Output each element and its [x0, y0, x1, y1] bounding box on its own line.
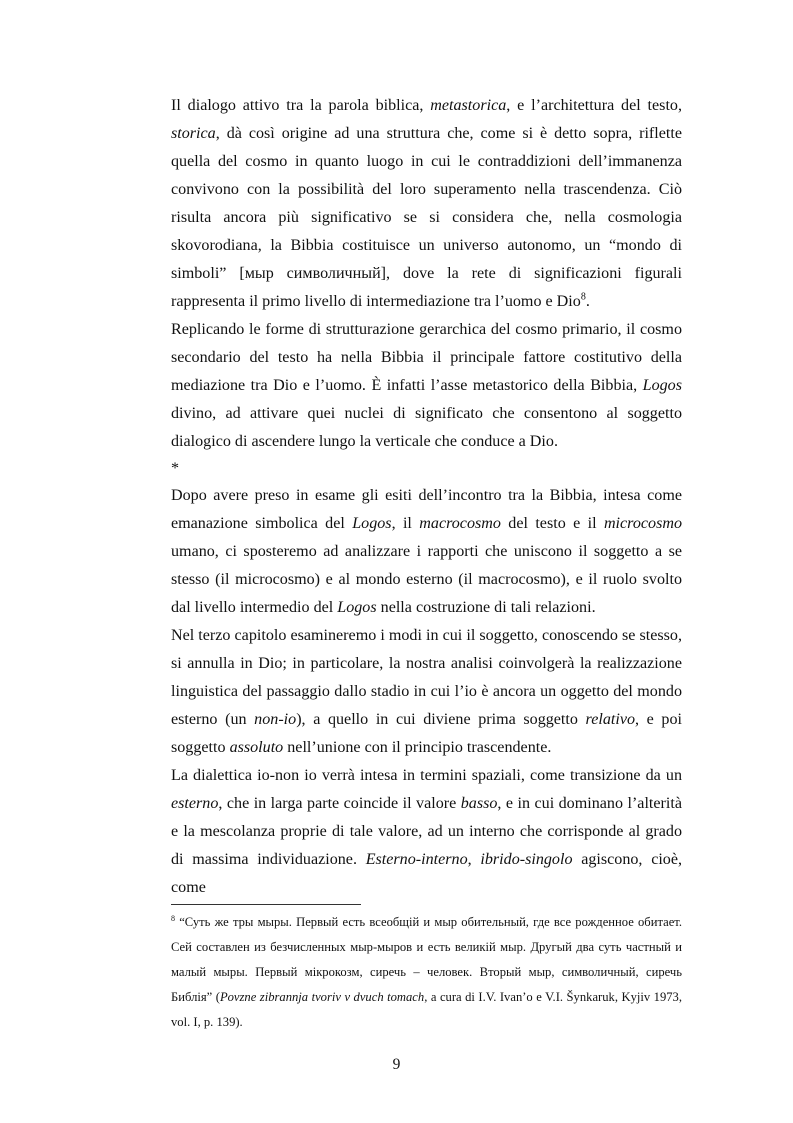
text-run: Replicando le forme di strutturazione gerarchica del cosmo primario, il cosmo secondario del testo ha nella Bibbia il principale fattore costitutivo della mediazione tra Dio e l’uomo. È infatti l’asse metastorico della Bibbia, — [171, 321, 682, 394]
text-run: nell’unione con il principio trascendente. — [283, 739, 552, 756]
italic-run: macrocosmo — [419, 515, 501, 532]
text-run: La dialettica io-non io verrà intesa in termini spaziali, come transizione da un — [171, 767, 682, 784]
footnote-divider — [171, 904, 361, 905]
footnote-number: 8 — [171, 913, 175, 923]
text-run: ), a quello in cui diviene prima soggetto — [296, 711, 586, 728]
paragraph-2 — [171, 316, 682, 456]
text-run: , che in larga parte coincide il valore — [218, 795, 461, 812]
text-run: , a cura di I.V. Ivan’o e V.I. Šynkaruk, Kyjiv 1973, vol. I, p. 139). — [171, 990, 682, 1029]
paragraph-3 — [171, 482, 682, 622]
text-run: divino, ad attivare quei nuclei di significato che consentono al soggetto dialogico di ascendere lungo la verticale che conduce a Dio. — [171, 405, 682, 450]
text-run: , — [467, 851, 481, 868]
text-run: , e in cui dominano l’alterità e la mescolanza proprie di tale valore, ad un interno che corrisponde al grado di massima individuazione. — [171, 795, 682, 868]
italic-run: non-io — [254, 711, 297, 728]
text-run: Dopo avere preso in esame gli esiti dell’incontro tra la Bibbia, intesa come emanazione simbolica del — [171, 487, 682, 532]
text-run: umano, ci sposteremo ad analizzare i rapporti che uniscono il soggetto a se stesso (il microcosmo) e al mondo esterno (il macrocosmo), e il ruolo svolto dal livello intermedio del — [171, 543, 682, 616]
text-run: , dà così origine ad una struttura che, come si è detto sopra, riflette quella del cosmo in quanto luogo in cui le contraddizioni dell’immanenza convivono con la possibilità del loro superamento nella trascendenza. Ciò risulta ancora più significativo se si considera che, nella cosmologia skovorodiana, la Bibbia costituisce un universo autonomo, un “mondo di simboli” [мыр символичный], dove la rete di significazioni figurali rappresenta il primo livello di intermediazione tra l’uomo e Dio — [171, 125, 682, 310]
italic-run: basso — [460, 795, 498, 812]
text-run: agiscono, cioè, come — [171, 851, 683, 896]
italic-run: Logos — [337, 599, 377, 616]
italic-run: microcosmo — [603, 515, 683, 532]
text-run: , e l’architettura del testo, — [506, 97, 682, 114]
italic-run: Logos — [642, 377, 682, 394]
text-run: “Суть же тры мыры. Первый есть всеобщій и мыр обительный, где все рожденное обитает. Сей составлен из безчисленных мыр-мыров и есть великій мыр. Другый два суть частный и малый мыры. Первый мікрокозм, сиречь – человек. Вторый мыр, символичный, сиречь Библія” ( — [171, 915, 682, 1004]
text-run: nella costruzione di tali relazioni. — [376, 599, 596, 616]
italic-run: Povzne zibrannja tvoriv v dvuch tomach — [219, 990, 425, 1004]
italic-run: esterno — [171, 795, 219, 812]
text-run: . — [585, 293, 590, 310]
paragraph-5 — [171, 762, 682, 902]
text-run: Il dialogo attivo tra la parola biblica, — [171, 97, 431, 114]
italic-run: Logos — [352, 515, 392, 532]
footnote-area — [171, 910, 682, 1035]
footnote-8 — [171, 910, 682, 1035]
text-run: Nel terzo capitolo esamineremo i modi in cui il soggetto, conoscendo se stesso, si annulla in Dio; in particolare, la nostra analisi coinvolgerà la realizzazione linguistica del passaggio dallo stadio in cui l’io è ancora un oggetto del mondo esterno (un — [171, 627, 682, 728]
paragraph-4 — [171, 622, 682, 762]
italic-run: metastorica — [430, 97, 507, 114]
main-text — [171, 92, 682, 902]
section-separator: * — [171, 460, 180, 477]
italic-run: relativo — [585, 711, 636, 728]
italic-run: ibrido-singolo — [480, 851, 573, 868]
italic-run: Esterno-interno — [365, 851, 468, 868]
paragraph-1 — [171, 92, 682, 316]
page-number: 9 — [392, 1056, 401, 1073]
text-run: del testo e il — [500, 515, 604, 532]
footnote-ref[interactable]: 8 — [580, 291, 586, 303]
italic-run: assoluto — [229, 739, 284, 756]
text-run: , e poi soggetto — [171, 711, 682, 756]
text-run: , il — [391, 515, 420, 532]
italic-run: storica — [171, 125, 216, 142]
